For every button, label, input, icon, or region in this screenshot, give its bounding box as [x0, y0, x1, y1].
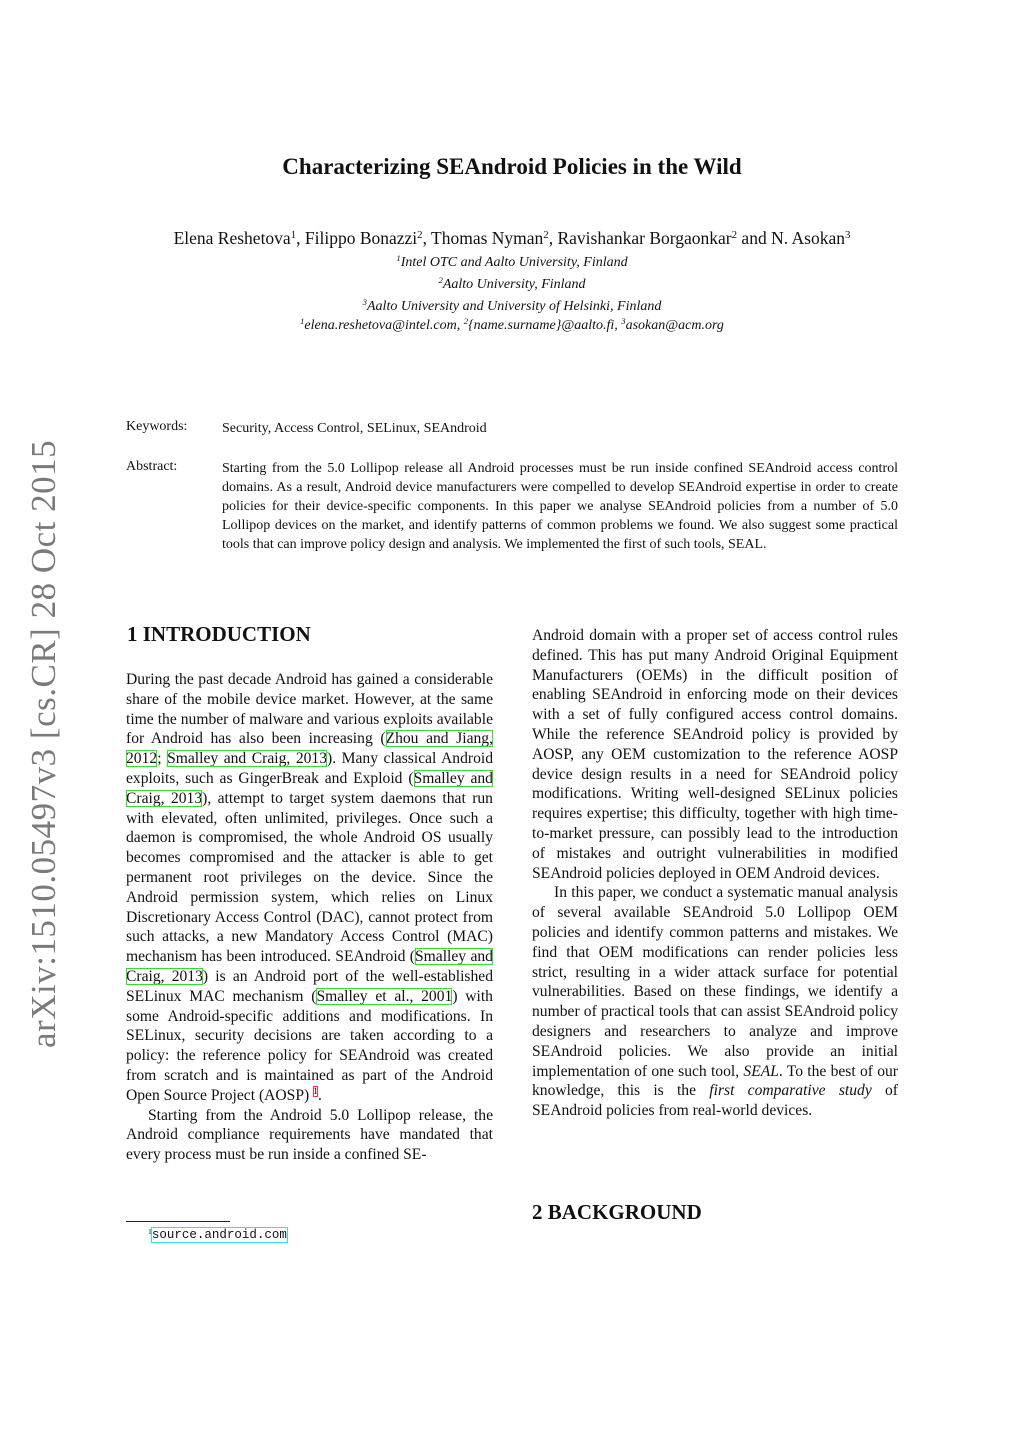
citation-link[interactable]: Smalley and Craig, 2013: [126, 948, 493, 985]
text-run: .: [317, 1086, 322, 1104]
citation-link[interactable]: Zhou and Jiang, 2012: [126, 730, 493, 768]
text-run: . To the best of our knowledge, this is the: [532, 1062, 898, 1100]
email: elena.reshetova@intel.com,: [304, 318, 464, 333]
tool-name: SEAL: [743, 1062, 779, 1080]
author: N. Asokan: [771, 228, 845, 248]
author-separator: ,: [422, 228, 432, 248]
text-run: In this paper, we conduct a systematic manual analysis of several available SEAndroid 5.0 Lollipop OEM policies and identify common patterns and mistakes. We find that OEM modifications can render policies less strict, resulting in a wider attack surface for potential vulnerabilities. Based on these findings, we identify a number of practical tools that can assist SEAndroid policy designers and researchers to analyze and improve SEAndroid policies. We also provide an initial implementation of one such tool,: [532, 884, 898, 1080]
author-separator: ,: [548, 228, 558, 248]
text-run: ;: [157, 750, 168, 768]
author-affiliation-mark: 2: [417, 229, 423, 242]
affiliation-text: Aalto University and University of Helsinki, Finland: [367, 299, 662, 314]
section-heading-background: 2 BACKGROUND: [532, 1200, 702, 1224]
author-affiliation-mark: 3: [844, 229, 851, 242]
email: asokan@acm.org: [625, 318, 724, 333]
intro-paragraph-4: [532, 883, 898, 1121]
text-run: ) with some Android-specific additions and modifications. In SELinux, security decisions are taken according to a policy: the reference policy for SEAndroid was created from scratch and is maintained as part of the Android Open Source Project (AOSP): [126, 987, 493, 1104]
author: Thomas Nyman: [431, 228, 544, 248]
affiliation-mark: 2: [438, 275, 443, 286]
footnote-rule: [126, 1221, 230, 1222]
text-run: ). Many classical Android exploits, such as GingerBreak and Exploid (: [126, 750, 494, 787]
affiliation-1: [0, 255, 1024, 271]
citation-link[interactable]: Smalley and Craig, 2013: [167, 750, 328, 768]
author-list: [0, 228, 1024, 249]
intro-paragraph-3: Android domain with a proper set of access control rules defined. This has put many Android Original Equipment Manufacturers (OEMs) in the difficult position of enabling SEAndroid in enforcing mode on their devices with a set of fully configured access control domains. While the reference SEAndroid policy is provided by AOSP, any OEM customization to the reference AOSP device design results in a need for SEAndroid policy modifications. Writing well-designed SELinux policies requires expertise; this difficulty, together with high time-to-market pressure, can possibly lead to the introduction of mistakes and outright vulnerabilities in modified SEAndroid policies deployed in OEM Android devices.: [532, 627, 898, 882]
arxiv-identifier: arXiv:1510.05497v3 [cs.CR] 28 Oct 2015: [24, 439, 63, 1048]
footnote-url-link[interactable]: source.android.com: [151, 1228, 287, 1242]
author-affiliation-mark: 2: [731, 229, 738, 242]
intro-paragraph-1: [126, 670, 493, 1106]
email-mark: 2: [463, 316, 469, 327]
author-separator: ,: [296, 228, 305, 248]
email-mark: 3: [621, 316, 626, 327]
right-column: [532, 626, 898, 1121]
affiliation-text: Aalto University, Finland: [442, 277, 586, 292]
text-run: During the past decade Android has gained a considerable share of the mobile device market. However, at the same time the number of malware and various exploits available for Android has also been increasing (: [126, 671, 493, 748]
paper-title: Characterizing SEAndroid Policies in the Wild: [282, 154, 742, 179]
author-separator: and: [737, 228, 772, 248]
author: Filippo Bonazzi: [304, 228, 418, 248]
citation-link[interactable]: Smalley and Craig, 2013: [126, 769, 493, 807]
section-heading-introduction: 1 INTRODUCTION: [127, 622, 311, 646]
text-run: of SEAndroid policies from real-world devices.: [532, 1082, 898, 1120]
email-mark: 1: [300, 316, 305, 327]
affiliation-mark: 3: [362, 297, 367, 308]
keywords-text: Security, Access Control, SELinux, SEAndroid: [222, 421, 487, 436]
text-run: ), attempt to target system daemons that run with elevated, often unlimited, privileges. Once such a daemon is compromised, the whole Android OS usually becomes compromised and the attacker is able to get permanent root privileges on the device. Since the Android permission system, which relies on Linux Discretionary Access Control (DAC), cannot protect from such attacks, a new Mandatory Access Control (MAC) mechanism has been introduced. SEAndroid (: [126, 789, 493, 966]
citation-link[interactable]: Smalley et al., 2001: [316, 987, 453, 1005]
emphasis: first comparative study: [709, 1082, 872, 1100]
author-affiliation-mark: 1: [290, 229, 297, 242]
affiliation-mark: 1: [396, 253, 401, 264]
footnote-number: 1: [148, 1226, 152, 1236]
affiliation-2: [0, 277, 1024, 293]
author: Elena Reshetova: [173, 228, 291, 248]
text-run: ) is an Android port of the well-established SELinux MAC mechanism (: [126, 967, 493, 1005]
intro-paragraph-2: Starting from the Android 5.0 Lollipop release, the Android compliance requirements have mandated that every process must be run inside a confined SE-: [126, 1106, 493, 1164]
footnote: [148, 1228, 287, 1242]
author-emails: [0, 318, 1024, 334]
abstract-text: Starting from the 5.0 Lollipop release all Android processes must be run inside confined SEAndroid access control domains. As a result, Android device manufacturers were compelled to develop SEAndroid expertise in order to create policies for their device-specific components. In this paper we analyse SEAndroid policies from a number of 5.0 Lollipop devices on the market, and identify patterns of common problems we found. We also suggest some practical tools that can improve policy design and analysis. We implemented the first of such tools, SEAL.: [222, 461, 898, 552]
author-affiliation-mark: 2: [543, 229, 549, 242]
left-column: [126, 670, 493, 1165]
email: {name.surname}@aalto.fi,: [468, 318, 622, 333]
author: Ravishankar Borgaonkar: [557, 228, 732, 248]
affiliation-text: Intel OTC and Aalto University, Finland: [400, 255, 628, 270]
footnote-link[interactable]: 1: [313, 1086, 318, 1098]
keywords-label: Keywords:: [126, 419, 188, 434]
affiliation-3: [0, 299, 1024, 315]
abstract-label: Abstract:: [126, 459, 178, 474]
